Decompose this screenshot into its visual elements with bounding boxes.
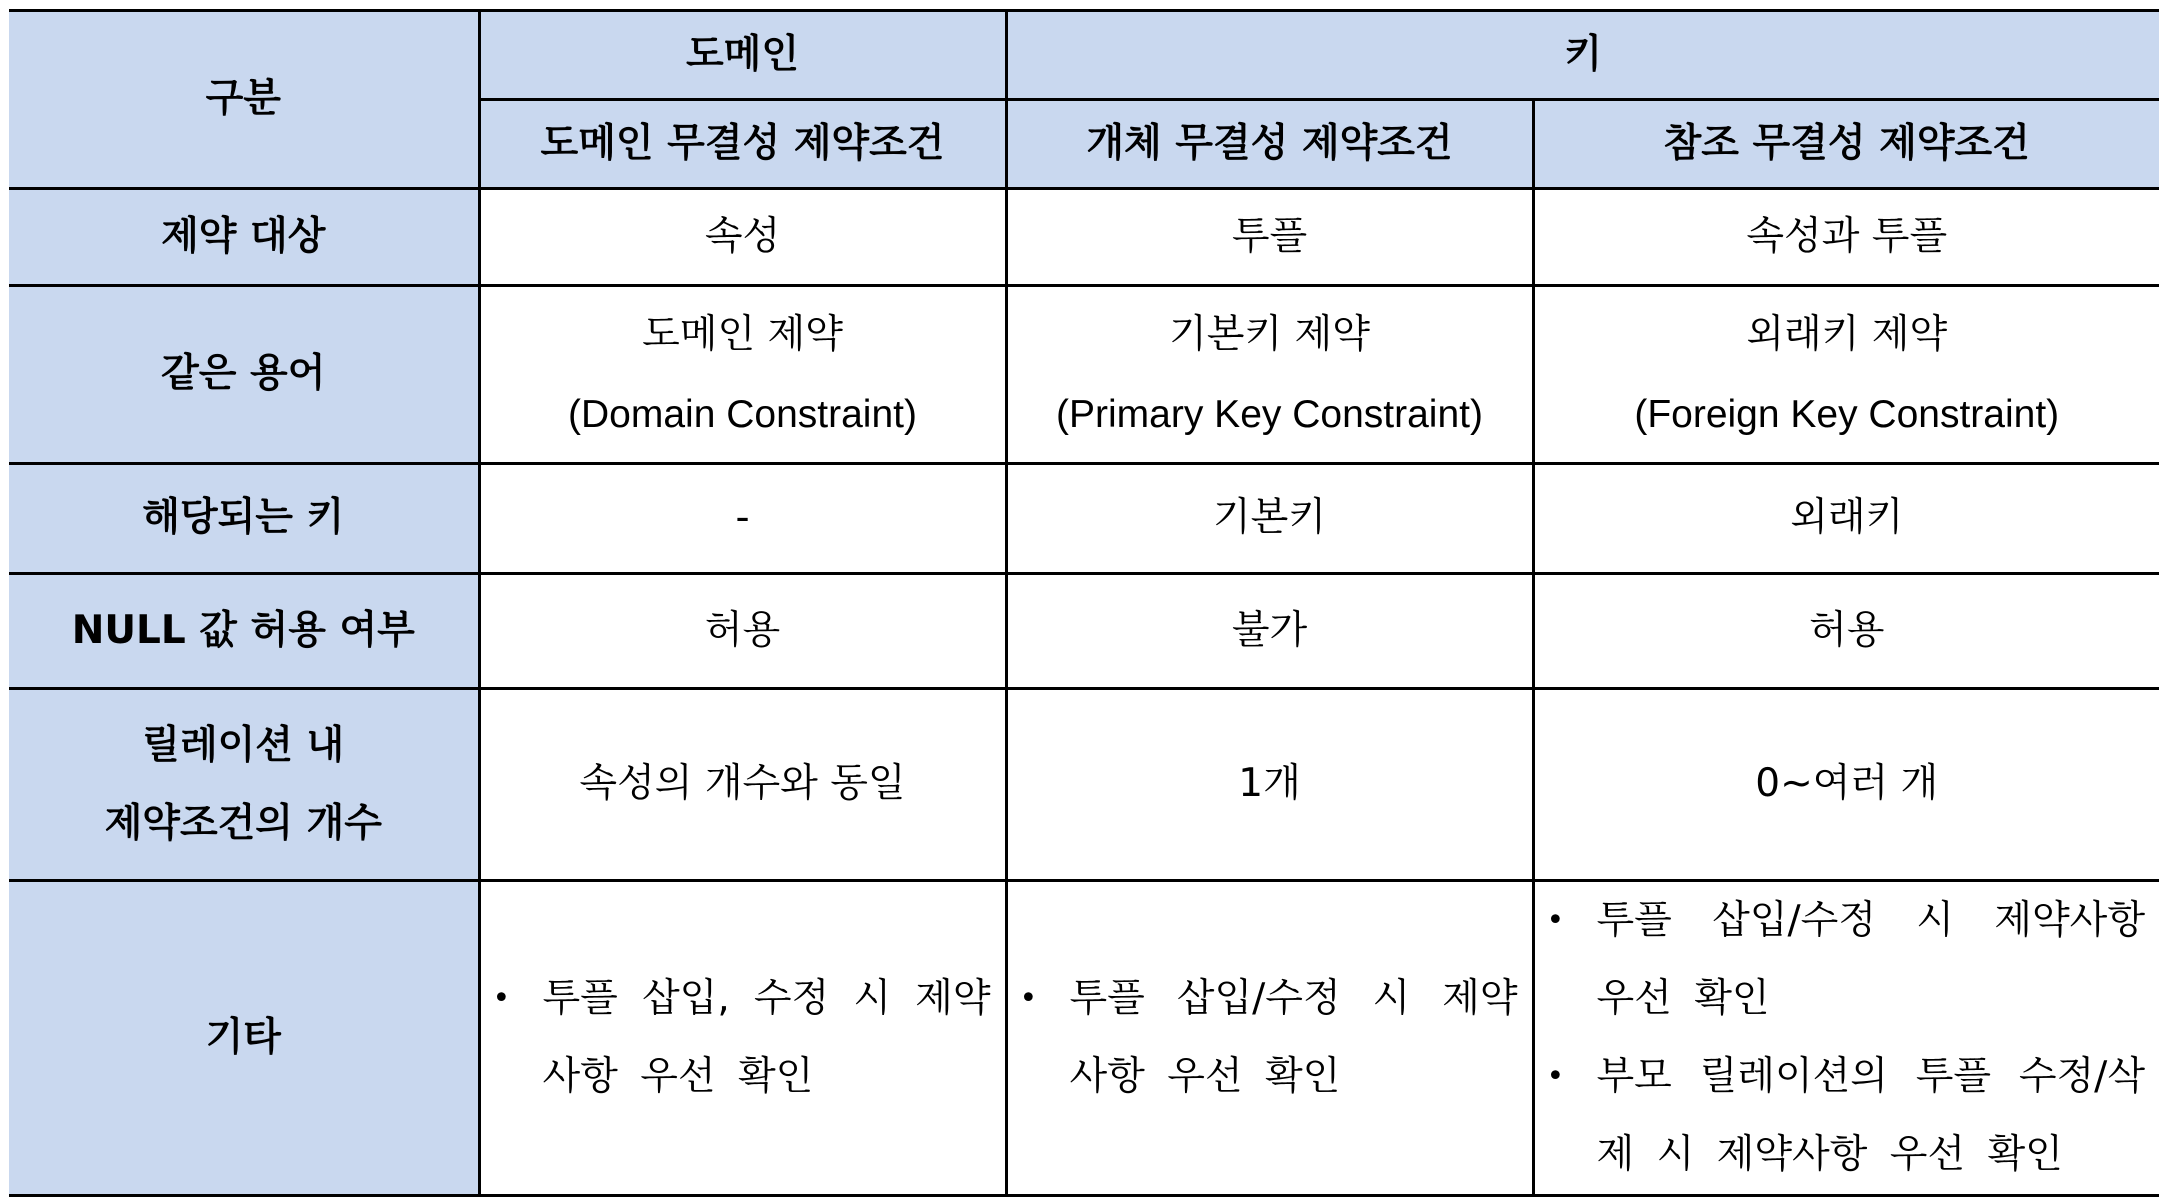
- etc-referential-list: [1547, 882, 2146, 1194]
- synonym-referential-en: (Foreign Key Constraint): [1634, 392, 2060, 436]
- bullet-icon: •: [492, 981, 511, 1016]
- target-referential: 속성과 투플: [1533, 189, 2159, 286]
- etc-domain: [479, 881, 1006, 1196]
- bullet-icon: •: [1019, 981, 1038, 1016]
- header-domain-integrity: 도메인 무결성 제약조건: [479, 100, 1006, 189]
- row-key-label: 해당되는 키: [9, 464, 479, 574]
- header-entity-integrity: 개체 무결성 제약조건: [1006, 100, 1533, 189]
- count-entity: 1개: [1006, 689, 1533, 881]
- etc-entity-list: [1020, 960, 1518, 1116]
- bullet-icon: •: [1546, 1059, 1565, 1094]
- row-etc: [9, 881, 2159, 1196]
- list-item: • 부모 릴레이션의 투플 수정/삭제 시 제약사항 우선 확인: [1547, 1038, 2146, 1194]
- key-referential: 외래키: [1533, 464, 2159, 574]
- key-domain: -: [479, 464, 1006, 574]
- synonym-entity: [1006, 286, 1533, 464]
- bullet-icon: •: [1546, 903, 1565, 938]
- etc-domain-list: [493, 960, 991, 1116]
- synonym-entity-en: (Primary Key Constraint): [1056, 392, 1483, 436]
- target-domain: 속성: [479, 189, 1006, 286]
- header-category: 구분: [9, 11, 479, 189]
- row-null-allowed: [9, 574, 2159, 689]
- etc-entity: [1006, 881, 1533, 1196]
- synonym-entity-ko: 기본키 제약: [1169, 311, 1370, 357]
- list-item: • 투플 삽입, 수정 시 제약사항 우선 확인: [493, 960, 991, 1116]
- count-domain: 속성의 개수와 동일: [479, 689, 1006, 881]
- synonym-domain-en: (Domain Constraint): [568, 392, 917, 436]
- list-item: • 투플 삽입/수정 시 제약사항 우선 확인: [1020, 960, 1518, 1116]
- row-count-label: [9, 689, 479, 881]
- header-row-1: [9, 11, 2159, 100]
- row-count: [9, 689, 2159, 881]
- list-item: • 투플 삽입/수정 시 제약사항 우선 확인: [1547, 882, 2146, 1038]
- row-etc-label: 기타: [9, 881, 479, 1196]
- key-entity: 기본키: [1006, 464, 1533, 574]
- row-count-label-line1: 릴레이션 내: [142, 722, 345, 768]
- row-null-allowed-label: NULL 값 허용 여부: [9, 574, 479, 689]
- etc-referential: [1533, 881, 2159, 1196]
- synonym-domain: [479, 286, 1006, 464]
- synonym-referential-ko: 외래키 제약: [1746, 311, 1948, 357]
- null-entity: 불가: [1006, 574, 1533, 689]
- row-key: [9, 464, 2159, 574]
- target-entity: 투플: [1006, 189, 1533, 286]
- null-referential: 허용: [1533, 574, 2159, 689]
- row-synonym-label: 같은 용어: [9, 286, 479, 464]
- header-referential-integrity: 참조 무결성 제약조건: [1533, 100, 2159, 189]
- row-count-label-line2: 제약조건의 개수: [104, 800, 382, 846]
- row-synonym: [9, 286, 2159, 464]
- row-target: [9, 189, 2159, 286]
- synonym-referential: [1533, 286, 2159, 464]
- count-referential: 0~여러 개: [1533, 689, 2159, 881]
- integrity-constraints-table: [9, 9, 2159, 1197]
- header-domain-group: 도메인: [479, 11, 1006, 100]
- row-target-label: 제약 대상: [9, 189, 479, 286]
- null-domain: 허용: [479, 574, 1006, 689]
- header-key-group: 키: [1006, 11, 2159, 100]
- synonym-domain-ko: 도메인 제약: [642, 311, 843, 357]
